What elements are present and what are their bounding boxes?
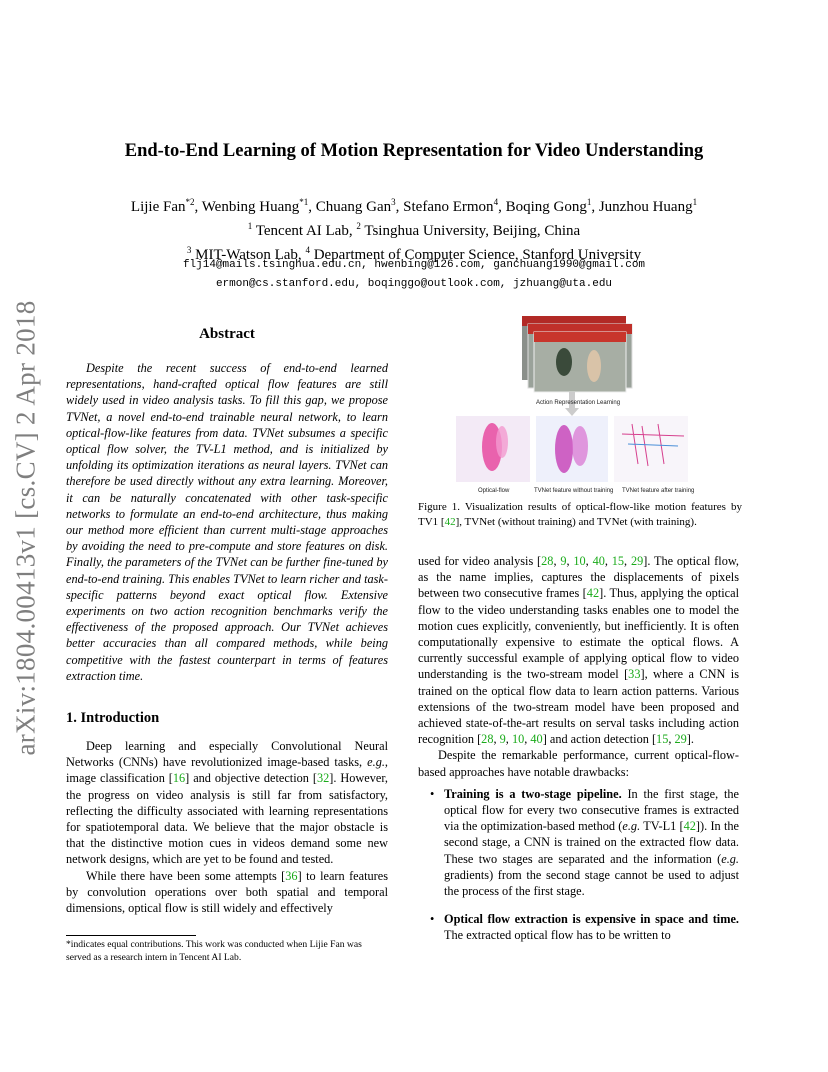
- citation-link[interactable]: 10: [573, 554, 586, 568]
- drawbacks-list: [418, 786, 739, 944]
- citation-link[interactable]: 42: [444, 516, 456, 528]
- footnote: *indicates equal contributions. This work was conducted when Lijie Fan was served as a research intern in Tencent AI Lab.: [66, 939, 362, 963]
- affiliation-line-1: $^1$ Tencent AI Lab, $^2$ Tsinghua University, Beijing, China: [247, 221, 581, 239]
- bullet-icon: •: [430, 786, 435, 801]
- citation-link[interactable]: 16: [172, 771, 186, 786]
- citation-link[interactable]: 9: [499, 732, 506, 747]
- arxiv-side-stamp: [8, 290, 44, 766]
- panel-label-untrained: TVNet feature without training: [534, 488, 614, 494]
- citation-link[interactable]: 42: [586, 586, 600, 601]
- emails-line-2: ermon@cs.stanford.edu, boqinggo@outlook.com, jzhuang@uta.edu: [215, 278, 613, 290]
- citation-link[interactable]: 28: [481, 732, 494, 747]
- tvnet-trained-panel: [614, 416, 688, 482]
- abstract-heading: Abstract: [199, 326, 255, 342]
- citation-link[interactable]: 10: [511, 732, 525, 747]
- figure-1: [452, 314, 744, 502]
- citation-link[interactable]: 9: [560, 554, 567, 568]
- citation-link[interactable]: 15: [656, 732, 669, 747]
- introduction-body: [66, 738, 388, 916]
- intro-paragraph-2: While there have been some attempts [36] to learn features by convolution operations over both spatial and temporal dimensions, optical flow is still widely and effectively: [66, 868, 388, 916]
- affiliation-line-2: $^3$ MIT-Watson Lab, $^4$ Department of Computer Science, Stanford University: [186, 245, 642, 263]
- citation-link[interactable]: 42: [683, 819, 696, 834]
- figure-1-graphic: [452, 314, 744, 502]
- citation-link[interactable]: 33: [628, 667, 641, 682]
- right-paragraph-2: Despite the remarkable performance, current optical-flow-based approaches have notable drawbacks:: [418, 748, 739, 779]
- list-item: • Optical flow extraction is expensive in space and time. The extracted optical flow has to be written to: [430, 912, 739, 943]
- citation-link[interactable]: 40: [592, 554, 605, 568]
- right-column-body: [418, 553, 739, 956]
- abstract-paragraph: Despite the recent success of end-to-end learned representations, hand-crafted optical flow features are still widely used in video analysis tasks. To fill this gap, we propose TVNet, a novel end-to-end trainable neural network, to learn optical-flow-like features from data. TVNet subsumes a specific optical flow solver, the TV-L1 method, and is initialized by unfolding its optimization iterations as neural layers. TVNet can therefore be used directly without any extra learning. Moreover, it can be naturally concatenated with other task-specific networks to formulate an end-to-end architecture, thus making our method more efficient than current multi-stage approaches by avoiding the need to pre-compute and store features on disk. Finally, the parameters of the TVNet can be further fine-tuned by end-to-end training. This enables TVNet to learn richer and task-specific patterns beyond exact optical flow. Extensive experiments on two action recognition benchmarks verify the effectiveness of the proposed approach. Our TVNet achieves better accuracies than all compared methods, while being competitive with the fastest counterpart in terms of features extraction time.: [66, 361, 388, 683]
- footnote-rule: [66, 935, 196, 936]
- email-block: [0, 256, 828, 294]
- citation-link[interactable]: 15: [611, 554, 625, 568]
- right-paragraph-1: used for video analysis [28, 9, 10, 40, 15, 29]. The optical flow, as the name implies, captures the displacements of pixels between two consecutive frames [42]. Thus, applying the optical flow to the video understanding tasks enables one to model the motion cues explicitly, conveniently, but inefficiently. It is often computationally expensive to estimate the optical flows. A currently successful example of applying optical flow to video understanding is the two-stream model [33], where a CNN is trained on the optical flow data to learn action patterns. Various extensions of the two-stream model have been proposed and achieved state-of-the-art results on serval tasks including action recognition [28, 9, 10, 40] and action detection [15, 29].: [418, 554, 740, 747]
- authors-line: Lijie Fan$^{*2}$, Wenbing Huang$^{*1}$, Chuang Gan$^3$, Stefano Ermon$^4$, Boqing Gong$^1$, Junzhou Huang$^1$: [130, 197, 698, 215]
- citation-link[interactable]: 32: [316, 771, 330, 786]
- bullet-icon: •: [430, 912, 435, 927]
- arxiv-stamp-text: arXiv:1804.00413v1 [cs.CV] 2 Apr 2018: [10, 300, 41, 756]
- figure-1-caption: Figure 1. Visualization results of optical-flow-like motion features by TV1 [42], TVNet (without training) and TVNet (with training).: [418, 501, 742, 528]
- paper-title: End-to-End Learning of Motion Representation for Video Understanding: [124, 141, 704, 161]
- citation-link[interactable]: 29: [630, 554, 644, 568]
- author-block: [0, 193, 828, 265]
- citation-link[interactable]: 28: [541, 554, 554, 568]
- intro-paragraph-1: Deep learning and especially Convolutional Neural Networks (CNNs) have revolutionized image-based tasks, e.g., image classification [16] and objective detection [32]. However, the progress on video analysis is still far from satisfactory, reflecting the difficulty associated with learning representations for spatiotemporal data. We believe that the major obstacle is that the distinctive motion cues in videos demand some new network designs, which are yet to be found and tested.: [66, 739, 388, 867]
- panel-label-optical-flow: Optical-flow: [478, 488, 510, 494]
- citation-link[interactable]: 36: [285, 868, 298, 883]
- abstract-text: [66, 360, 388, 684]
- introduction-heading: 1. Introduction: [66, 710, 160, 726]
- citation-link[interactable]: 40: [530, 732, 543, 747]
- citation-link[interactable]: 29: [674, 732, 687, 747]
- arrow-label: Action Representation Learning: [536, 400, 621, 406]
- panel-label-trained: TVNet feature after training: [622, 488, 695, 494]
- list-item: • Training is a two-stage pipeline. In the first stage, the optical flow for every two consecutive frames is extracted via the optimization-based method (e.g. TV-L1 [42]). In the second stage, a CNN is trained on the extracted flow data. These two stages are separated and the information (e.g. gradients) from the second stage cannot be used to adjust the process of the first stage.: [430, 786, 740, 899]
- emails-line-1: flj14@mails.tsinghua.edu.cn, hwenbing@126.com, ganchuang1990@gmail.com: [182, 259, 646, 271]
